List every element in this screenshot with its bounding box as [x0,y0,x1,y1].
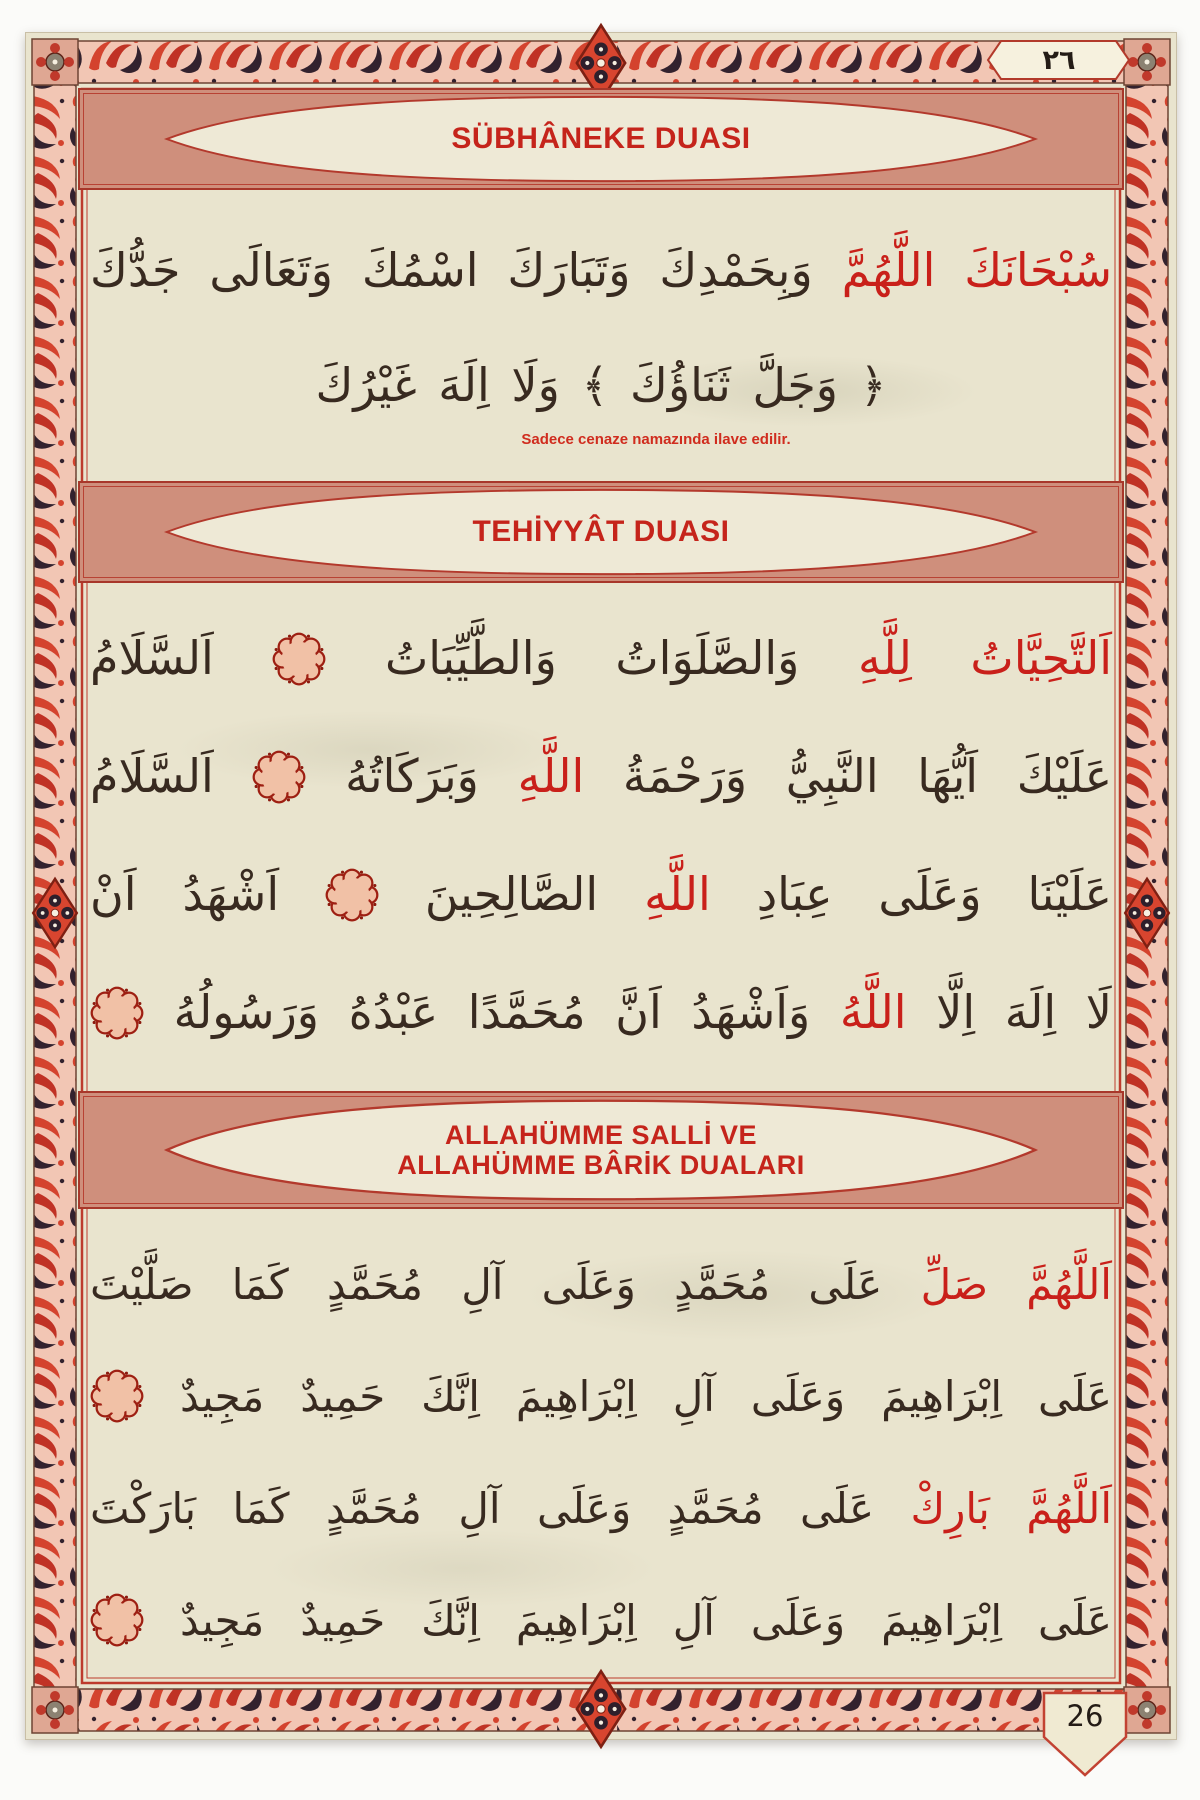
arabic-segment: عَلَى اِبْرَاهِيمَ وَعَلَى آلِ اِبْرَاهِيمَ اِنَّكَ حَمِيدٌ مَجِيدٌ [179,1372,1112,1421]
page-number-arabic: ٢٦ [1042,44,1076,76]
banner-title-line2: ALLAHÜMME BÂRİK DUALARI [397,1150,805,1180]
arabic-line-tehiyyat-3 [90,835,1112,953]
arabic-segment: عَلَيْنَا وَعَلَى عِبَادِ [756,867,1112,921]
arabic-line-subhaneke-1 [90,205,1112,335]
banner-title-text: TEHİYYÂT DUASI [472,515,730,549]
arabic-segment: سُبْحَانَكَ اللَّهُمَّ [841,243,1113,297]
arabic-segment: اَلسَّلَامُ [90,631,214,685]
rosette-divider-icon [272,611,326,665]
banner-salli-barik [78,1091,1124,1209]
arabic-line-tehiyyat-2 [90,717,1112,835]
arabic-segment: وَالصَّلَوَاتُ وَالطَّيِّبَاتُ [384,631,800,685]
arabic-segment: لَا اِلَهَ اِلَّا [936,985,1113,1039]
arabic-segment: اَلتَّحِيَّاتُ لِلَّهِ [857,631,1112,685]
arabic-line-barik-2 [90,1565,1112,1677]
book-page [25,32,1177,1740]
banner-subhaneke [78,88,1124,190]
rosette-divider-icon [90,965,144,1019]
arabic-line-subhaneke-2 [90,333,1112,437]
arabic-line-salli-1 [90,1229,1112,1341]
arabic-line-tehiyyat-4 [90,953,1112,1071]
rosette-divider-icon [325,847,379,901]
funeral-prayer-note: Sadece cenaze namazında ilave edilir. [521,431,791,448]
arabic-line-tehiyyat-1 [90,599,1112,717]
arabic-segment: وَاَشْهَدُ اَنَّ مُحَمَّدًا عَبْدُهُ وَرَسُولُهُ [173,985,811,1039]
arabic-segment: اَلسَّلَامُ [90,749,214,803]
arabic-segment: اَللَّهُمَّ صَلِّ [920,1260,1112,1309]
arabic-segment: اَللَّهُمَّ بَارِكْ [910,1484,1112,1533]
arabic-segment: اللَّهُ [839,985,907,1039]
arabic-segment: اللَّهِ [644,867,711,921]
arabic-segment: عَلَى مُحَمَّدٍ وَعَلَى آلِ مُحَمَّدٍ كَمَا صَلَّيْتَ [90,1260,883,1309]
arabic-line-barik-1 [90,1453,1112,1565]
section-title-subhaneke [80,90,1122,188]
rosette-divider-icon [252,729,306,783]
arabic-segment: اللَّهِ [517,749,585,803]
banner-title-text: SÜBHÂNEKE DUASI [451,122,751,156]
rosette-divider-icon [90,1353,144,1407]
page-number: 26 [1066,1699,1104,1733]
arabic-segment: عَلَى اِبْرَاهِيمَ وَعَلَى آلِ اِبْرَاهِيمَ اِنَّكَ حَمِيدٌ مَجِيدٌ [179,1596,1112,1645]
arabic-segment: عَلَيْكَ اَيُّهَا النَّبِيُّ وَرَحْمَةُ [622,749,1113,803]
arabic-segment: وَبَرَكَاتُهُ [345,749,479,803]
arabic-segment: عَلَى مُحَمَّدٍ وَعَلَى آلِ مُحَمَّدٍ كَمَا بَارَكْتَ [90,1484,875,1533]
arabic-segment: اَشْهَدُ اَنْ [90,867,280,921]
arabic-segment: وَبِحَمْدِكَ وَتَبَارَكَ اسْمُكَ وَتَعَالَى جَدُّكَ [90,243,813,297]
arabic-segment: الصَّالِحِينَ [424,867,599,921]
banner-tehiyyat [78,481,1124,583]
arabic-segment: ﴿ وَجَلَّ ثَنَاؤُكَ ﴾ وَلَا اِلَهَ غَيْرُكَ [315,358,887,412]
banner-title-line1: ALLAHÜMME SALLİ VE [445,1119,757,1150]
arabic-line-salli-2 [90,1341,1112,1453]
rosette-divider-icon [90,1577,144,1631]
section-title-salli-barik [80,1093,1122,1207]
section-title-tehiyyat [80,483,1122,581]
